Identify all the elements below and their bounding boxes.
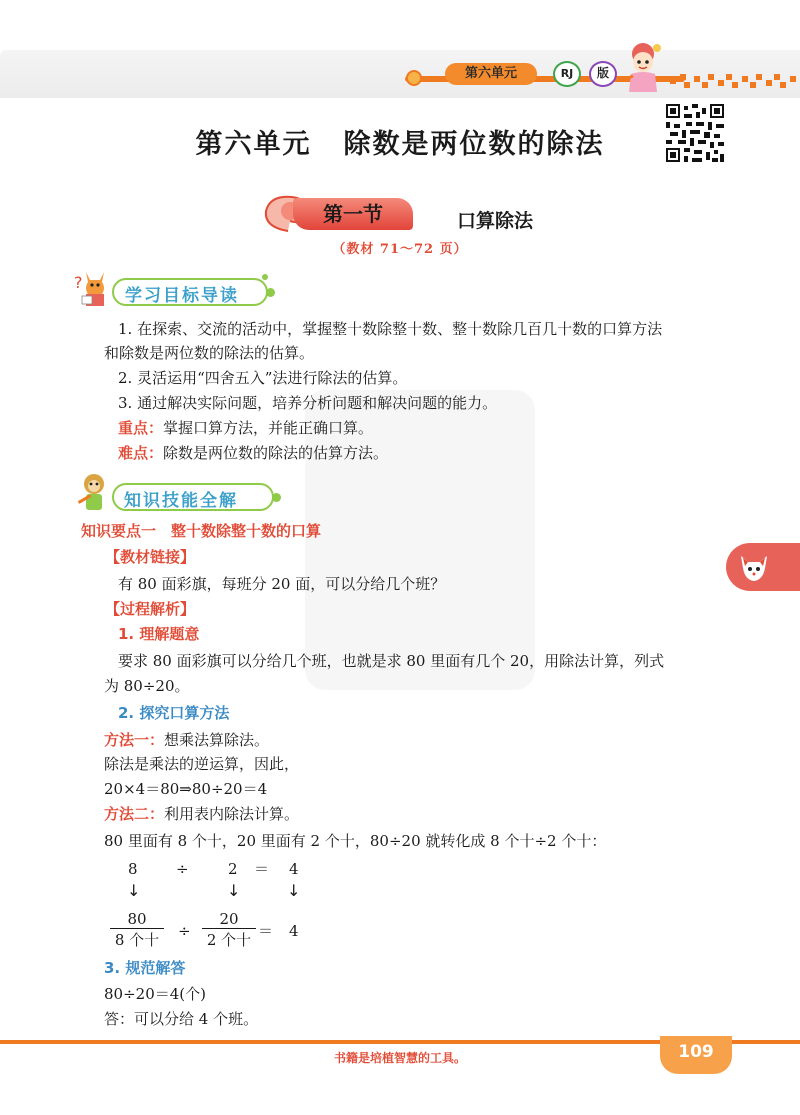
method-2 bbox=[104, 804, 299, 824]
calc-op: ÷ bbox=[176, 860, 189, 878]
key-point-label: 重点： bbox=[118, 419, 164, 437]
goal-line-1-cont: 和除数是两位数的除法的估算。 bbox=[104, 344, 315, 362]
calc-arrow-b: ↓ bbox=[227, 881, 241, 900]
calc-arrow-r: ↓ bbox=[287, 881, 301, 900]
method-2-line: 80 里面有 8 个十，20 里面有 2 个十，80÷20 就转化成 8 个十÷2 个十： bbox=[104, 832, 607, 850]
header-unit-label: 第六单元 bbox=[464, 66, 517, 81]
edition-badge-rj: RJ bbox=[553, 61, 581, 87]
knowledge-point-1-title: 知识要点一 整十数除整十数的口算 bbox=[81, 522, 322, 540]
goal-line-2: 2. 灵活运用“四舍五入”法进行除法的估算。 bbox=[118, 369, 408, 387]
background-watermark bbox=[305, 390, 535, 690]
calc-fraction-1 bbox=[110, 910, 164, 950]
page-number: 109 bbox=[678, 1042, 714, 1062]
goals-heading: 学习目标导读 bbox=[125, 286, 239, 306]
method-1-text: 想乘法算除法。 bbox=[164, 731, 270, 749]
section-title: 口算除法 bbox=[457, 210, 534, 232]
analysis-tag: 【过程解析】 bbox=[105, 600, 196, 618]
goals-heading-dot bbox=[266, 288, 275, 297]
knowledge-heading: 知识技能全解 bbox=[124, 491, 238, 511]
goal-line-1: 1. 在探索、交流的活动中，掌握整十数除整十数、整十数除几百几十数的口算方法 bbox=[118, 320, 663, 338]
section-label: 第一节 bbox=[323, 202, 383, 226]
method-2-label: 方法二： bbox=[104, 805, 165, 823]
difficult-point-label: 难点： bbox=[118, 444, 164, 462]
step-2-title: 2. 探究口算方法 bbox=[118, 704, 230, 722]
method-2-text: 利用表内除法计算。 bbox=[164, 805, 300, 823]
knowledge-heading-dot bbox=[272, 493, 281, 502]
unit-title-topic: 除数是两位数的除法 bbox=[343, 129, 605, 160]
method-1-label: 方法一： bbox=[104, 731, 165, 749]
unit-title bbox=[0, 122, 800, 161]
textbook-link-tag: 【教材链接】 bbox=[105, 548, 196, 566]
section-pages: （教材 71～72 页） bbox=[332, 242, 468, 257]
fox-face-icon bbox=[737, 550, 771, 584]
calc-a: 8 bbox=[128, 860, 138, 878]
difficult-point-text: 除数是两位数的除法的估算方法。 bbox=[163, 444, 389, 462]
calc-eq-2: ＝ bbox=[258, 922, 274, 940]
svg-text:?: ? bbox=[74, 273, 83, 292]
goals-heading-dot-small bbox=[262, 274, 268, 280]
key-point-text: 掌握口算方法，并能正确口算。 bbox=[163, 419, 374, 437]
calc-fraction-2-num: 20 bbox=[202, 910, 256, 929]
calc-r: 4 bbox=[289, 860, 299, 878]
calc-b: 2 bbox=[228, 860, 238, 878]
monkey-pencil-icon bbox=[74, 470, 114, 516]
calc-arrow-a: ↓ bbox=[127, 881, 141, 900]
footer-slogan: 书籍是培植智慧的工具。 bbox=[333, 1051, 466, 1065]
unit-title-number: 第六单元 bbox=[195, 129, 312, 160]
textbook-link-text: 有 80 面彩旗，每班分 20 面，可以分给几个班？ bbox=[118, 575, 446, 593]
checker-pattern-decoration bbox=[670, 72, 800, 88]
method-1-line-1: 除法是乘法的逆运算，因此， bbox=[104, 755, 300, 773]
step-3-line-2: 答：可以分给 4 个班。 bbox=[104, 1010, 259, 1028]
goal-line-3: 3. 通过解决实际问题，培养分析问题和解决问题的能力。 bbox=[118, 394, 498, 412]
calc-fraction-2 bbox=[202, 910, 256, 950]
method-1 bbox=[104, 730, 269, 750]
calc-fraction-1-den: 8 个十 bbox=[114, 931, 160, 949]
fox-reading-icon bbox=[74, 266, 116, 310]
step-1-line-2: 为 80÷20。 bbox=[104, 677, 190, 695]
calc-eq: ＝ bbox=[254, 860, 270, 878]
step-3-line-1: 80÷20＝4(个) bbox=[104, 985, 206, 1003]
step-3-title: 3. 规范解答 bbox=[104, 959, 186, 977]
mascot-girl-icon bbox=[617, 40, 667, 96]
method-1-line-2: 20×4＝80⇒80÷20＝4 bbox=[104, 780, 268, 798]
edition-badge-ban: 版 bbox=[589, 61, 617, 87]
step-1-title: 1. 理解题意 bbox=[118, 625, 200, 643]
calc-op-2: ÷ bbox=[178, 922, 191, 940]
header-ball-icon bbox=[406, 70, 422, 86]
calc-result: 4 bbox=[289, 922, 299, 940]
step-1-line-1: 要求 80 面彩旗可以分给几个班，也就是求 80 里面有几个 20，用除法计算，列式 bbox=[118, 652, 665, 670]
calc-fraction-2-den: 2 个十 bbox=[206, 931, 252, 949]
calc-fraction-1-num: 80 bbox=[110, 910, 164, 929]
